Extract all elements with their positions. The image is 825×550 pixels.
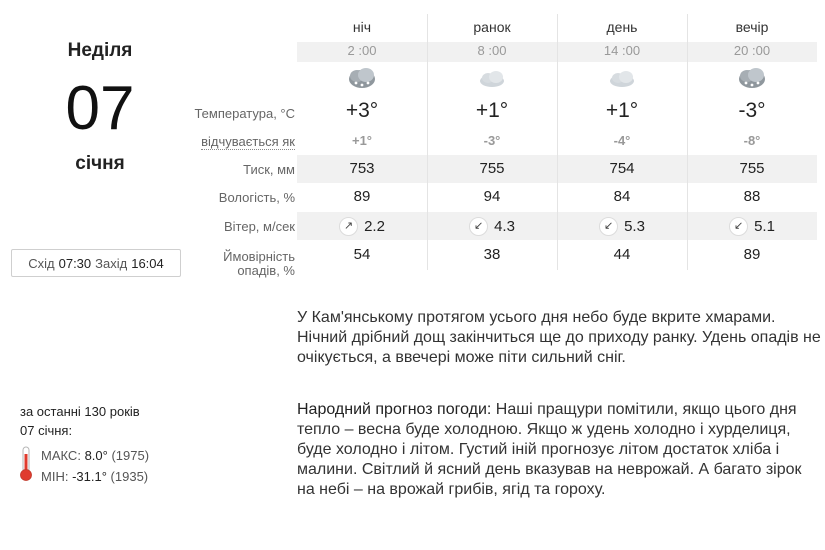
pressure-value: 755: [739, 160, 765, 177]
history-title-line2: 07 січня:: [20, 423, 73, 438]
sunset-time: 16:04: [131, 255, 164, 271]
precip-label-line2: опадів, %: [237, 263, 295, 278]
precip-label-line1: Ймовірність: [223, 249, 295, 264]
period-header-night: ніч: [352, 19, 372, 35]
history-min-row: [41, 469, 148, 484]
period-time: 14 :00: [603, 43, 641, 58]
pressure-label: Тиск, мм: [243, 162, 295, 177]
humidity-label: Вологість, %: [218, 190, 295, 205]
period-time: 2 :00: [347, 43, 377, 58]
history-max-label: МАКС:: [41, 448, 81, 463]
wind-label: Вітер, м/сек: [223, 219, 295, 234]
humidity-value: 84: [613, 188, 631, 205]
pressure-value: 754: [609, 160, 635, 177]
cloud-snow-icon: [687, 64, 817, 94]
temperature-value: +1°: [475, 99, 509, 122]
wind-direction-icon: ↙: [469, 217, 488, 236]
history-title-line1: за останні 130 років: [20, 404, 140, 419]
forecast-description: У Кам'янському протягом усього дня небо буде вкрите хмарами. Нічний дрібний дощ закінчиться ще до приходу ранку. Удень опадів не очікується, а ввечері може піти сильний сніг.: [297, 309, 821, 366]
sunset-label: Захід: [95, 255, 128, 271]
wind-value: 4.3: [494, 218, 515, 235]
feels-like-label-text: відчувається як: [201, 134, 295, 149]
feels-like-label[interactable]: [85, 134, 295, 149]
humidity-value: 88: [743, 188, 761, 205]
period-time: 8 :00: [477, 43, 507, 58]
period-header-day: день: [606, 19, 638, 35]
history-min-label: МІН:: [41, 469, 69, 484]
cloud-snow-icon: [297, 64, 427, 94]
thermometer-icon: [19, 446, 33, 487]
weekday: Неділя: [67, 40, 133, 61]
period-time: 20 :00: [733, 43, 771, 58]
cloud-icon: [427, 64, 557, 94]
wind-cell: [297, 217, 427, 236]
day-number: 07: [65, 74, 135, 143]
sunrise-label: Схід: [28, 255, 55, 271]
history-min-year: (1935): [110, 469, 149, 484]
cloud-icon: [557, 64, 687, 94]
precip-value: 38: [483, 246, 501, 263]
period-header-evening: вечір: [735, 19, 769, 35]
wind-direction-icon: ↗: [339, 217, 358, 236]
precip-value: 89: [743, 246, 761, 263]
sunrise-time: 07:30: [58, 255, 92, 271]
period-header-morning: ранок: [473, 19, 511, 35]
wind-cell: [427, 217, 557, 236]
precip-value: 54: [353, 246, 371, 263]
wind-value: 2.2: [364, 218, 385, 235]
feels-like-value: -3°: [483, 133, 501, 148]
history-max-row: [41, 448, 149, 463]
precip-value: 44: [613, 246, 631, 263]
wind-cell: [557, 217, 687, 236]
humidity-value: 89: [353, 188, 371, 205]
temperature-label: Температура, °C: [194, 106, 295, 121]
history-max-year: (1975): [111, 448, 150, 463]
wind-direction-icon: ↙: [729, 217, 748, 236]
feels-like-value: -4°: [613, 133, 631, 148]
folk-forecast: [297, 400, 822, 500]
feels-like-value: -8°: [743, 133, 761, 148]
humidity-value: 94: [483, 188, 501, 205]
history-max-value: 8.0°: [84, 448, 108, 463]
pressure-value: 755: [479, 160, 505, 177]
wind-value: 5.1: [754, 218, 775, 235]
folk-forecast-text: Наші пращури помітили, якщо цього дня тепло – весна буде холодною. Якщо ж удень холодно і хурделиця, буде холодно і літом. Густий іній прогнозує літом достаток хліба і малини. Світлий й ясний день вказував на неврожай. А багато зірок на небі – на врожай грибів, ягід та гороху.: [297, 401, 802, 498]
precip-label: [85, 250, 295, 278]
month: січня: [75, 153, 125, 174]
wind-cell: [687, 217, 817, 236]
temperature-value: +1°: [605, 99, 639, 122]
temperature-value: +3°: [345, 99, 379, 122]
wind-value: 5.3: [624, 218, 645, 235]
history-min-value: -31.1°: [72, 469, 107, 484]
folk-forecast-label: Народний прогноз погоди:: [297, 401, 492, 418]
feels-like-value: +1°: [351, 133, 373, 148]
pressure-value: 753: [349, 160, 375, 177]
wind-direction-icon: ↙: [599, 217, 618, 236]
temperature-value: -3°: [738, 99, 766, 122]
history-title: [20, 402, 140, 440]
